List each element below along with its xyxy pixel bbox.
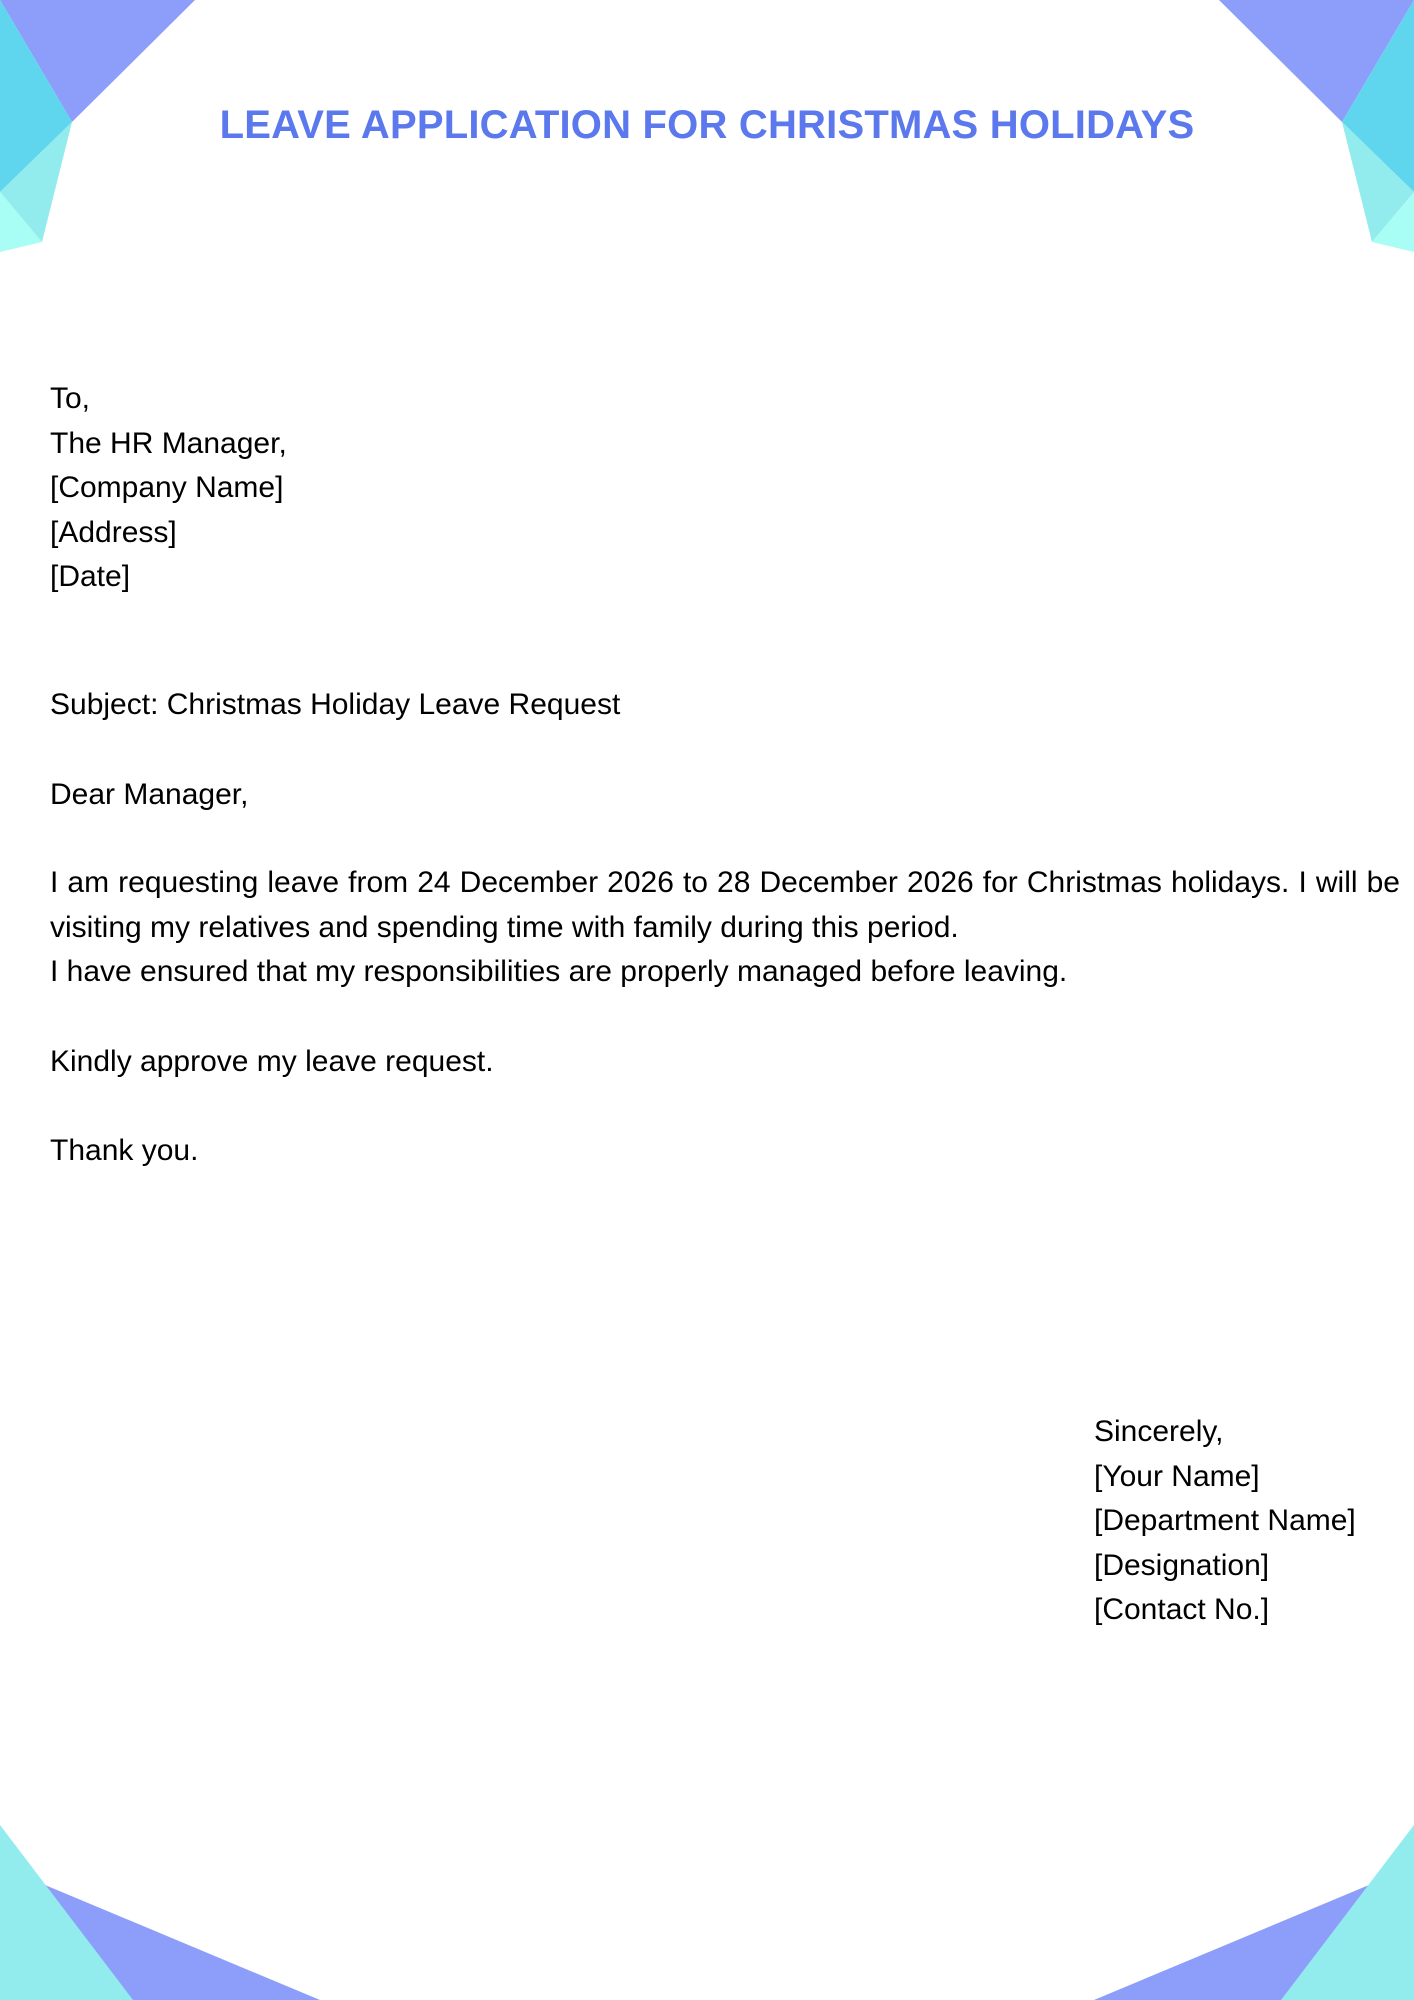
signature-department: [Department Name] [1094,1504,1356,1537]
thanks-line [50,1129,198,1174]
salutation [50,773,248,818]
thanks-text: Thank you. [50,1134,199,1167]
recipient-title: The HR Manager, [50,426,287,460]
salutation-text: Dear Manager, [50,778,249,811]
corner-decoration-bottom-right [1084,1820,1414,2000]
body-paragraph-2: I have ensured that my responsibilities are properly managed before leaving. [50,955,1068,988]
subject-text: Subject: Christmas Holiday Leave Request [50,688,621,721]
recipient-to: To, [50,382,91,415]
recipient-block [50,377,287,600]
closing-request [50,1040,494,1085]
recipient-address: [Address] [50,515,177,549]
body-paragraph-1: I am requesting leave from 24 December 2026 to 28 December 2026 for Christmas holidays. I will be visiting my relatives and spending time with family during this period. [50,866,1400,944]
corner-decoration-bottom-left [0,1820,330,2000]
closing-request-text: Kindly approve my leave request. [50,1045,494,1078]
signature-designation: [Designation] [1094,1548,1270,1582]
recipient-company: [Company Name] [50,471,284,504]
signature-closing: Sincerely, [1094,1415,1224,1448]
letter-date: [Date] [50,560,131,593]
document-title: LEAVE APPLICATION FOR CHRISTMAS HOLIDAYS [219,103,1195,147]
subject-line [50,683,620,728]
signature-contact: [Contact No.] [1094,1593,1270,1626]
signature-name: [Your Name] [1094,1459,1260,1493]
signature-block [1094,1410,1356,1633]
letter-body [50,861,1400,995]
